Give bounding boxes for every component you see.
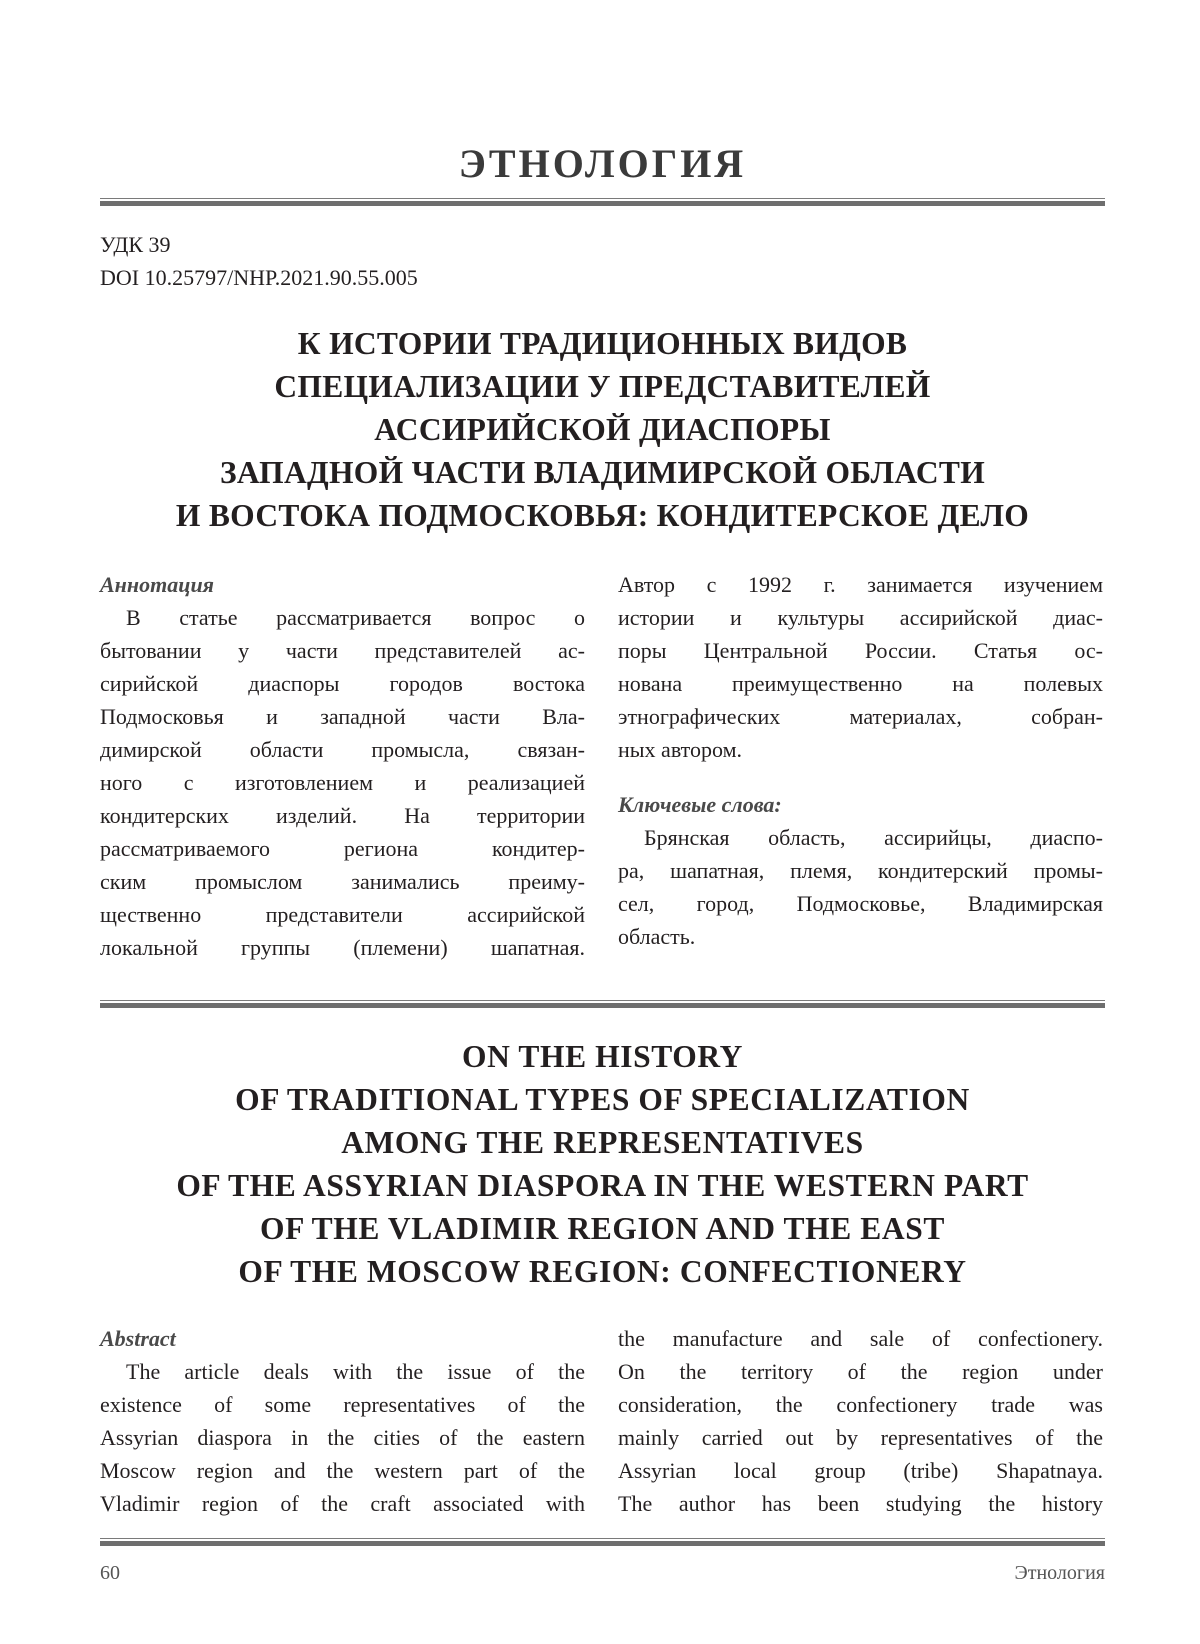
text-line: бытовании у части представителей ас-: [100, 634, 585, 667]
text-line: Moscow region and the western part of the: [100, 1454, 585, 1487]
keywords-line: область.: [618, 920, 1103, 953]
keywords-line: сел, город, Подмосковье, Владимирская: [618, 887, 1103, 920]
title-line: OF THE VLADIMIR REGION AND THE EAST: [100, 1207, 1105, 1250]
text-line: щественно представители ассирийской: [100, 898, 585, 931]
title-line: ON THE HISTORY: [100, 1035, 1105, 1078]
text-line: existence of some representatives of the: [100, 1388, 585, 1421]
text-line: consideration, the confectionery trade was: [618, 1388, 1103, 1421]
text-line: этнографических материалах, собран-: [618, 700, 1103, 733]
text-line: ного с изготовлением и реализацией: [100, 766, 585, 799]
page: [100, 0, 1105, 1644]
text-line: нована преимущественно на полевых: [618, 667, 1103, 700]
text-line: Assyrian local group (tribe) Shapatnaya.: [618, 1454, 1103, 1487]
keywords-label: Ключевые слова:: [618, 788, 1103, 821]
text-line: Подмосковья и западной части Вла-: [100, 700, 585, 733]
title-line: АССИРИЙСКОЙ ДИАСПОРЫ: [100, 408, 1105, 451]
section-title: ЭТНОЛОГИЯ: [100, 140, 1105, 187]
text-line: On the territory of the region under: [618, 1355, 1103, 1388]
text-line: ским промыслом занимались преиму-: [100, 865, 585, 898]
text-line: Vladimir region of the craft associated with: [100, 1487, 585, 1520]
udk-code: УДК 39: [100, 228, 418, 261]
en-abstract-left: [100, 1322, 585, 1520]
text-line: Автор с 1992 г. занимается изучением: [618, 568, 1103, 601]
title-line: OF TRADITIONAL TYPES OF SPECIALIZATION: [100, 1078, 1105, 1121]
abstract-label: Abstract: [100, 1322, 585, 1355]
page-number: 60: [100, 1562, 120, 1585]
title-line: OF THE ASSYRIAN DIASPORA IN THE WESTERN PART: [100, 1164, 1105, 1207]
title-line: СПЕЦИАЛИЗАЦИИ У ПРЕДСТАВИТЕЛЕЙ: [100, 365, 1105, 408]
text-line: В статье рассматривается вопрос о: [100, 601, 585, 634]
doi: DOI 10.25797/NHP.2021.90.55.005: [100, 261, 418, 294]
text-line: рассматриваемого региона кондитер-: [100, 832, 585, 865]
ru-abstract-left: [100, 568, 585, 964]
title-line: К ИСТОРИИ ТРАДИЦИОННЫХ ВИДОВ: [100, 322, 1105, 365]
text-line: ных автором.: [618, 733, 1103, 766]
title-line: И ВОСТОКА ПОДМОСКОВЬЯ: КОНДИТЕРСКОЕ ДЕЛО: [100, 494, 1105, 537]
text-line: the manufacture and sale of confectionery.: [618, 1322, 1103, 1355]
text-line: истории и культуры ассирийской диас-: [618, 601, 1103, 634]
section-divider-rule: [100, 1000, 1105, 1008]
ru-abstract-right: [618, 568, 1103, 953]
abstract-label: Аннотация: [100, 568, 585, 601]
ru-article-title: [100, 322, 1105, 537]
text-line: Assyrian diaspora in the cities of the eastern: [100, 1421, 585, 1454]
article-meta: [100, 228, 418, 294]
en-article-title: [100, 1035, 1105, 1293]
text-line: локальной группы (племени) шапатная.: [100, 931, 585, 964]
text-line: The author has been studying the history: [618, 1487, 1103, 1520]
title-line: OF THE MOSCOW REGION: CONFECTIONERY: [100, 1250, 1105, 1293]
text-line: димирской области промысла, связан-: [100, 733, 585, 766]
text-line: кондитерских изделий. На территории: [100, 799, 585, 832]
text-line: The article deals with the issue of the: [100, 1355, 585, 1388]
header-rule: [100, 198, 1105, 206]
title-line: AMONG THE REPRESENTATIVES: [100, 1121, 1105, 1164]
text-line: mainly carried out by representatives of the: [618, 1421, 1103, 1454]
text-line: поры Центральной России. Статья ос-: [618, 634, 1103, 667]
keywords-line: Брянская область, ассирийцы, диаспо-: [618, 821, 1103, 854]
title-line: ЗАПАДНОЙ ЧАСТИ ВЛАДИМИРСКОЙ ОБЛАСТИ: [100, 451, 1105, 494]
text-line: сирийской диаспоры городов востока: [100, 667, 585, 700]
en-abstract-right: [618, 1322, 1103, 1520]
keywords-line: ра, шапатная, племя, кондитерский промы-: [618, 854, 1103, 887]
footer-rule: [100, 1538, 1105, 1546]
running-footer-journal: Этнология: [1015, 1562, 1105, 1585]
